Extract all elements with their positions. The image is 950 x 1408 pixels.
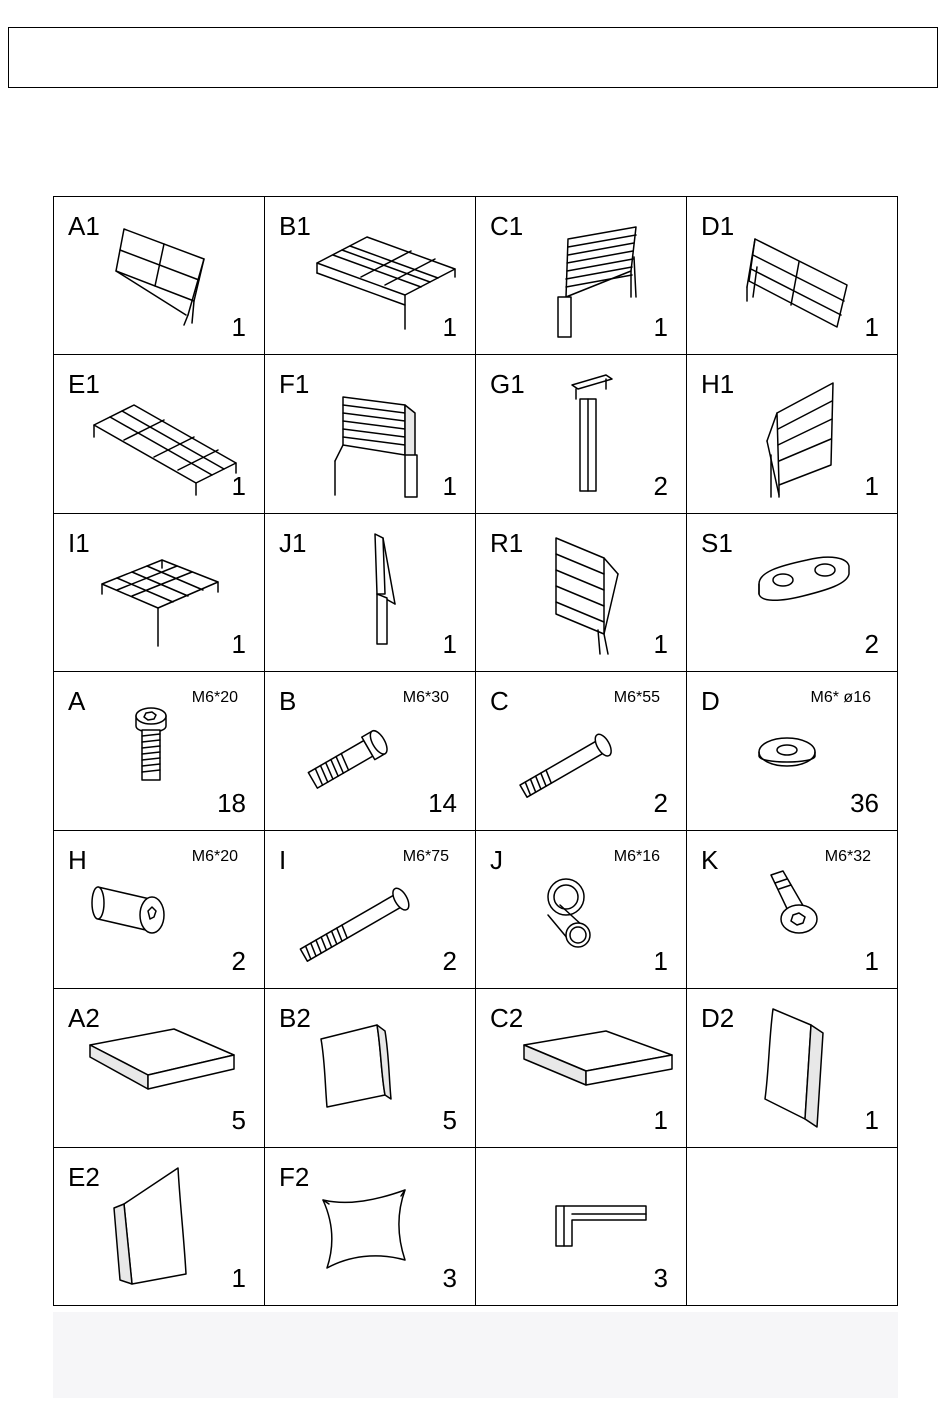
- part-label: A1: [68, 211, 100, 241]
- part-quantity: 1: [864, 470, 879, 501]
- part-spec: M6*20: [191, 847, 238, 865]
- part-quantity: 1: [653, 629, 668, 660]
- part-cell: [476, 1148, 687, 1306]
- part-quantity: 3: [442, 1263, 457, 1293]
- part-label: E1: [68, 369, 100, 400]
- part-label: E2: [68, 1161, 100, 1192]
- part-spec: M6*16: [613, 847, 660, 865]
- part-cell: [265, 197, 476, 355]
- part-label: J: [490, 844, 503, 875]
- part-quantity: 1: [442, 629, 457, 660]
- parts-list-grid: [53, 196, 898, 1306]
- part-cell: [265, 355, 476, 513]
- part-quantity: 5: [231, 1104, 246, 1135]
- part-label: B2: [279, 1003, 311, 1034]
- part-label: C2: [490, 1003, 524, 1034]
- part-cell: [54, 514, 265, 672]
- part-cell: [476, 831, 687, 989]
- part-quantity: 5: [442, 1104, 457, 1135]
- part-cell: [54, 672, 265, 830]
- part-label: F2: [279, 1161, 310, 1192]
- part-cell: [687, 1148, 898, 1306]
- part-cell: [687, 989, 898, 1147]
- part-cell: [265, 672, 476, 830]
- part-quantity: 2: [231, 946, 246, 977]
- part-label: B1: [279, 211, 311, 241]
- part-cell: [54, 989, 265, 1147]
- part-label: A2: [68, 1003, 100, 1034]
- part-spec: M6*75: [402, 847, 449, 865]
- part-label: R1: [490, 527, 524, 558]
- part-label: F1: [279, 369, 310, 400]
- part-cell: [54, 355, 265, 513]
- header-title-box: [8, 27, 938, 88]
- part-label: D1: [701, 211, 735, 241]
- part-quantity: 2: [864, 629, 879, 660]
- part-cell: [265, 1148, 476, 1306]
- part-spec: M6*32: [824, 847, 871, 865]
- part-label: I: [279, 844, 287, 875]
- part-label: D: [701, 686, 720, 717]
- part-quantity: 1: [864, 946, 879, 977]
- part-cell: [476, 514, 687, 672]
- part-cell: [687, 197, 898, 355]
- part-cell: [687, 514, 898, 672]
- part-cell: [476, 672, 687, 830]
- part-quantity: 1: [231, 312, 246, 343]
- part-label: H: [68, 844, 87, 875]
- part-label: K: [701, 844, 719, 875]
- part-label: J1: [279, 527, 307, 558]
- part-cell: [476, 355, 687, 513]
- part-quantity: 2: [653, 470, 668, 501]
- part-label: B: [279, 686, 297, 717]
- part-spec: M6*30: [402, 689, 449, 707]
- part-cell: [476, 989, 687, 1147]
- part-cell: [54, 831, 265, 989]
- part-label: H1: [701, 369, 735, 400]
- part-cell: [265, 831, 476, 989]
- part-cell: [476, 197, 687, 355]
- part-quantity: 1: [231, 1263, 246, 1293]
- part-quantity: 1: [653, 312, 668, 343]
- part-spec: M6* ø16: [810, 689, 871, 707]
- part-quantity: 1: [864, 312, 879, 343]
- part-cell: [54, 1148, 265, 1306]
- part-quantity: 1: [653, 1104, 668, 1135]
- part-quantity: 3: [653, 1263, 668, 1293]
- part-label: G1: [490, 369, 525, 400]
- part-cell: [687, 831, 898, 989]
- part-label: C: [490, 686, 509, 717]
- part-label: D2: [701, 1003, 735, 1034]
- part-label: A: [68, 686, 86, 717]
- part-label: I1: [68, 527, 90, 558]
- part-quantity: 2: [442, 946, 457, 977]
- part-label: S1: [701, 527, 733, 558]
- part-cell: [687, 355, 898, 513]
- part-quantity: 1: [653, 946, 668, 977]
- part-quantity: 14: [428, 787, 457, 818]
- part-quantity: 2: [653, 787, 668, 818]
- part-quantity: 36: [850, 787, 879, 818]
- part-spec: M6*55: [613, 689, 660, 707]
- part-quantity: 1: [231, 470, 246, 501]
- part-quantity: 18: [217, 787, 246, 818]
- part-cell: [54, 197, 265, 355]
- part-quantity: 1: [231, 629, 246, 660]
- part-cell: [687, 672, 898, 830]
- part-cell: [265, 989, 476, 1147]
- part-quantity: 1: [864, 1104, 879, 1135]
- part-label: C1: [490, 211, 524, 241]
- part-quantity: 1: [442, 312, 457, 343]
- part-quantity: 1: [442, 470, 457, 501]
- footer-band: [53, 1312, 898, 1398]
- part-spec: M6*20: [191, 689, 238, 707]
- part-cell: [265, 514, 476, 672]
